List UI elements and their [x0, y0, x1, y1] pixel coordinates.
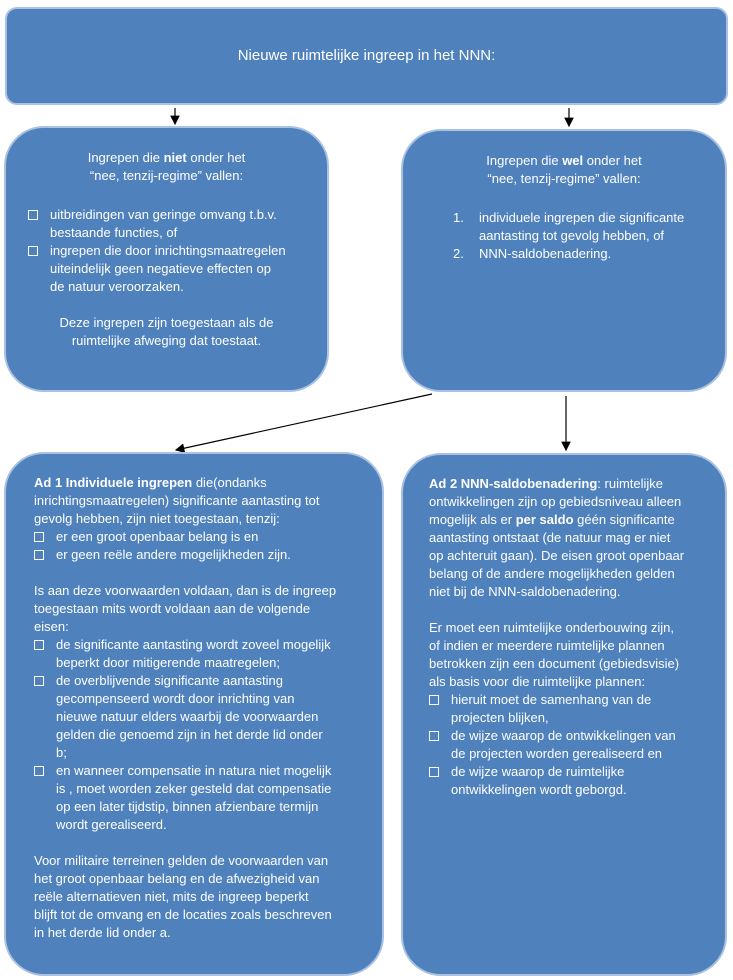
niet-box-list	[28, 206, 318, 296]
checkbox-icon	[28, 246, 38, 256]
header-title: Nieuwe ruimtelijke ingreep in het NNN:	[237, 47, 496, 64]
checkbox-icon	[429, 731, 439, 741]
list-item: 1. individuele ingrepen die significante aantasting tot gevolg hebben, of	[453, 210, 685, 243]
checkbox-icon	[34, 532, 44, 542]
checkbox-icon	[429, 767, 439, 777]
wel-box-title: Ingrepen die wel onder het “nee, tenzij-regime” vallen:	[486, 153, 642, 186]
niet-box-title: Ingrepen die niet onder het “nee, tenzij-regime” vallen:	[87, 150, 246, 183]
ad2-box	[401, 453, 727, 976]
list-item: de overblijvende significante aantasting gecompenseerd wordt door inrichting van nieuwe natuur elders waarbij de voorwaarden gelden die genoemd zijn in het derde lid onder b;	[34, 672, 374, 762]
ad1-content: Ad 1 Individuele ingrepen die(ondanks inrichtingsmaatregelen) significante aantasting tot gevolg hebben, zijn niet toegestaan, tenzij: er een groot openbaar belang is en er geen reële andere mogelijkheden zijn. Is aan deze voorwaarden voldaan, dan is de ingreep toegestaan mits wordt voldaan aan de volgende eisen: de significante aantasting wordt zoveel mogelijk beperkt door mitigerende maatregelen; de overblijvende significante aantasting gecompenseerd wordt door inrichting van nieuwe natuur elders waarbij de voorwaarden gelden die genoemd zijn in het derde lid onder b; en wanneer compensatie in natura niet mogelijk is , moet worden zeker gesteld dat compensatie op een later tijdstip, binnen afzienbare termijn wordt gerealiseerd. Voor militaire terreinen gelden de voorwaarden van het groot openbaar belang en de afwezigheid van reële alternatieven niet, mits de ingreep beperkt blijft tot de omvang en de locaties zoals beschreven in het derde lid onder a.	[34, 474, 374, 942]
ad1-box	[4, 452, 384, 976]
list-item: ingrepen die door inrichtingsmaatregelen uiteindelijk geen negatieve effecten op de natuur veroorzaken.	[28, 242, 318, 296]
niet-box-note: Deze ingrepen zijn toegestaan als de ruimtelijke afweging dat toestaat.	[59, 315, 274, 348]
niet-regime-box	[4, 126, 329, 392]
checkbox-icon	[28, 210, 38, 220]
list-item: er geen reële andere mogelijkheden zijn.	[34, 546, 374, 564]
checkbox-icon	[34, 550, 44, 560]
checkbox-icon	[34, 640, 44, 650]
arrow-to-ad1	[176, 394, 432, 450]
list-item: en wanneer compensatie in natura niet mogelijk is , moet worden zeker gesteld dat compensatie op een later tijdstip, binnen afzienbare termijn wordt gerealiseerd.	[34, 762, 374, 834]
list-item: de wijze waarop de ruimtelijke ontwikkelingen wordt geborgd.	[429, 763, 719, 799]
list-item: de significante aantasting wordt zoveel mogelijk beperkt door mitigerende maatregelen;	[34, 636, 374, 672]
list-item: uitbreidingen van geringe omvang t.b.v. bestaande functies, of	[28, 206, 318, 242]
list-item: de wijze waarop de ontwikkelingen van de projecten worden gerealiseerd en	[429, 727, 719, 763]
checkbox-icon	[34, 766, 44, 776]
list-item: er een groot openbaar belang is en	[34, 528, 374, 546]
ad2-content: Ad 2 NNN-saldobenadering: ruimtelijke ontwikkelingen zijn op gebiedsniveau alleen mogelijk als er per saldo géén significante aantasting ontstaat (de natuur mag er niet op achteruit gaan). De eisen groot openbaar belang of de andere mogelijkheden gelden niet bij de NNN-saldobenadering. Er moet een ruimtelijke onderbouwing zijn, of indien er meerdere ruimtelijke plannen betrokken zijn een document (gebiedsvisie) als basis voor die ruimtelijke plannen: hieruit moet de samenhang van de projecten blijken, de wijze waarop de ontwikkelingen van de projecten worden gerealiseerd en de wijze waarop de ruimtelijke ontwikkelingen wordt geborgd.	[429, 475, 719, 799]
checkbox-icon	[429, 695, 439, 705]
wel-regime-box	[401, 129, 727, 392]
checkbox-icon	[34, 676, 44, 686]
header-box	[5, 7, 728, 105]
list-item: 2. NNN-saldobenadering.	[453, 246, 612, 261]
list-item: hieruit moet de samenhang van de projecten blijken,	[429, 691, 719, 727]
wel-box-list	[453, 209, 713, 263]
